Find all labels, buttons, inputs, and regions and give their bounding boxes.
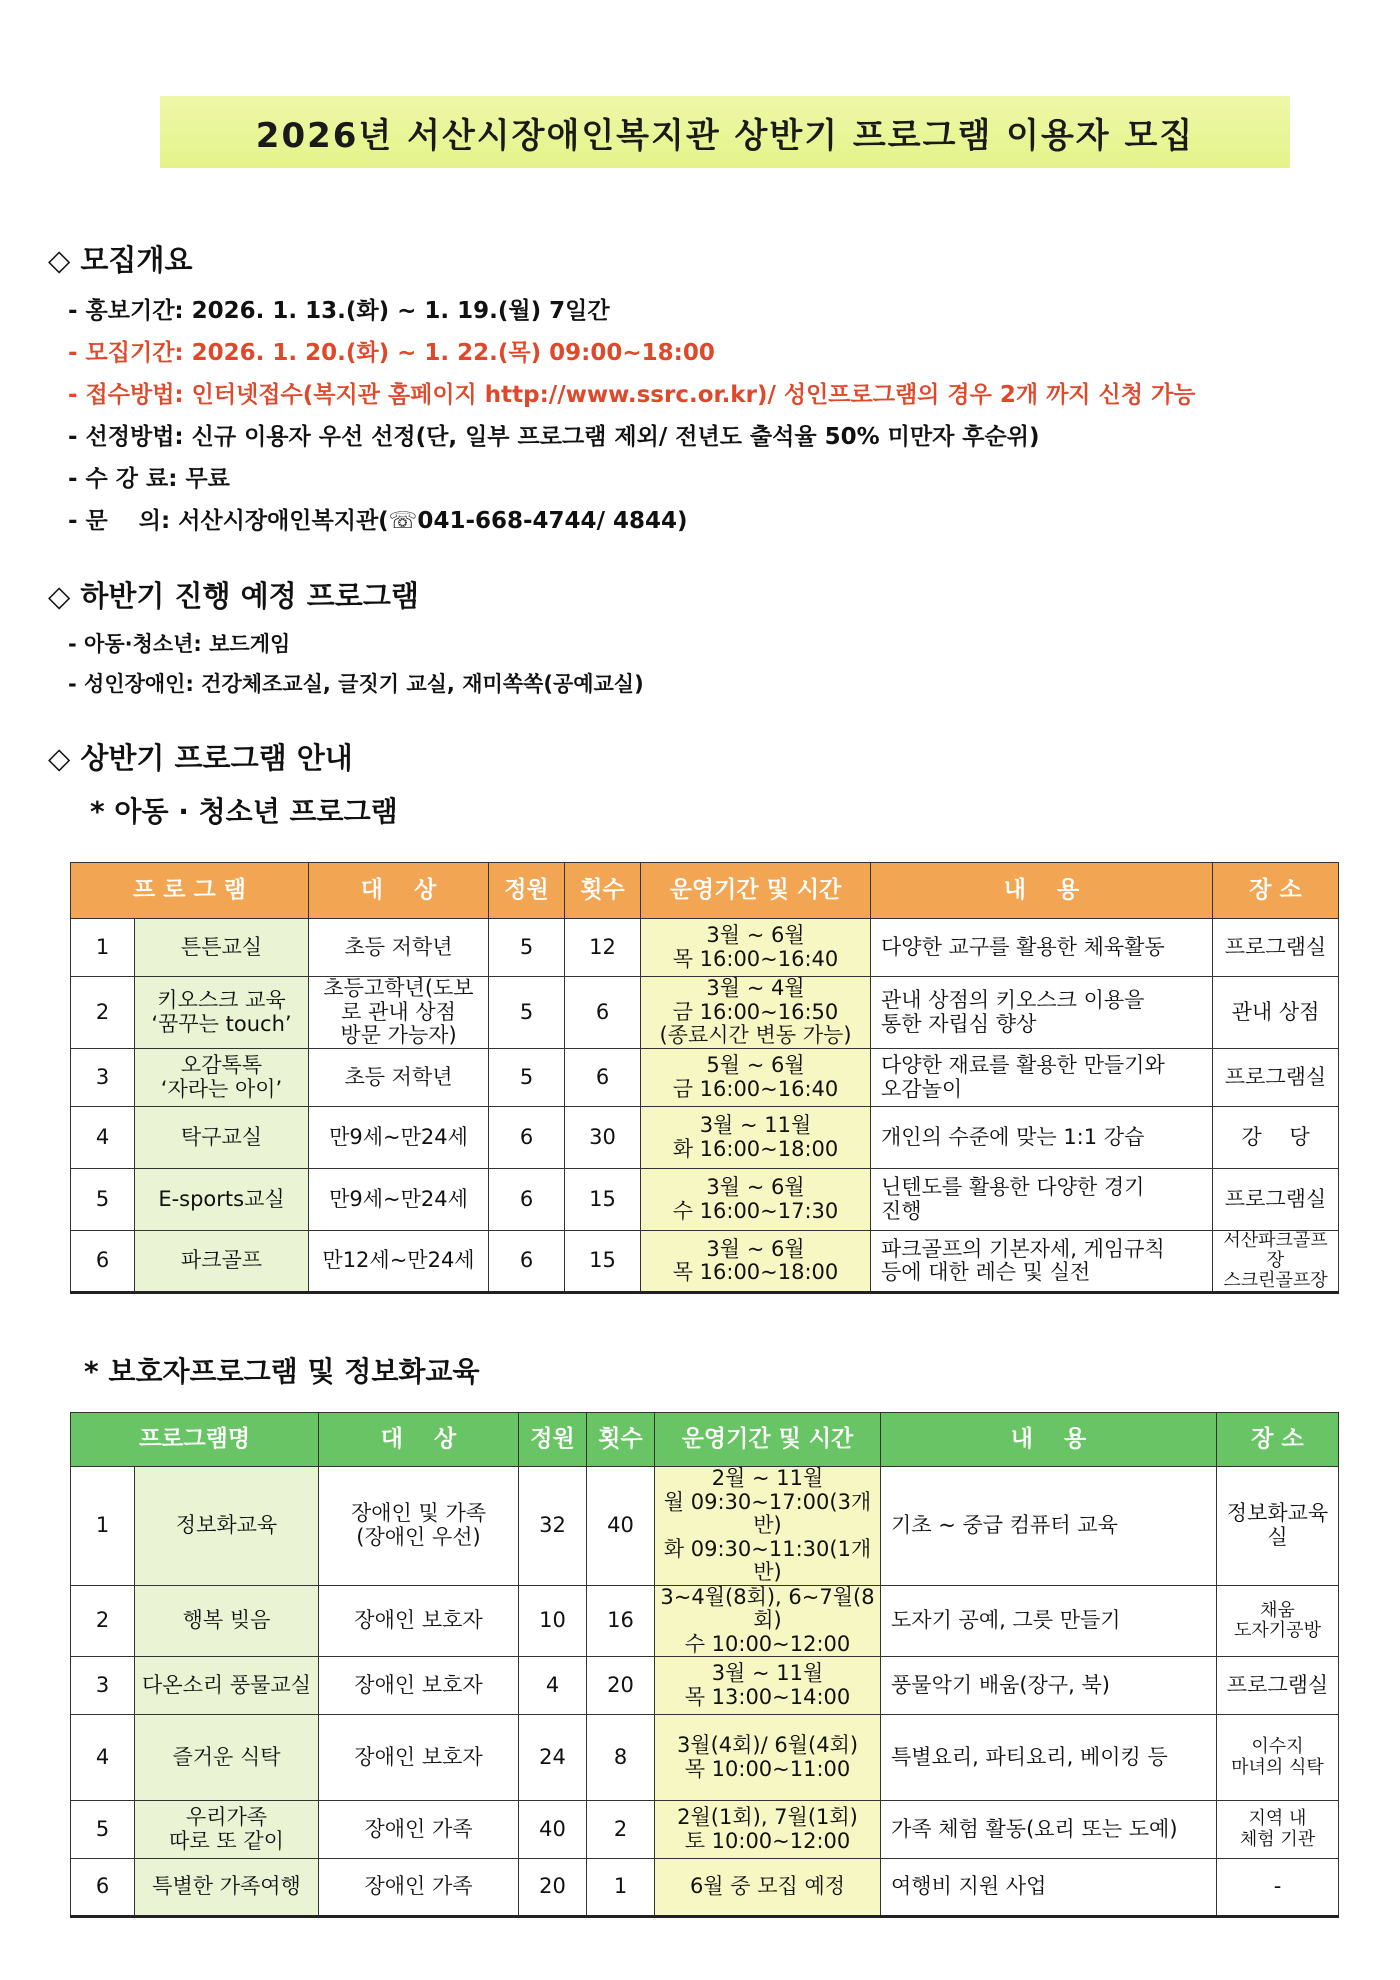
- period-time: 5월 ~ 6월 금 16:00~16:40: [641, 1049, 871, 1107]
- capacity: 4: [519, 1657, 587, 1715]
- overview-item: - 수 강 료: 무료: [68, 466, 230, 492]
- subheading-guardian: * 보호자프로그램 및 정보화교육: [84, 1355, 480, 1388]
- column-header: 운영기간 및 시간: [641, 863, 871, 919]
- column-header: 내 용: [871, 863, 1213, 919]
- capacity: 24: [519, 1715, 587, 1801]
- place: 이수지 마녀의 식탁: [1217, 1715, 1339, 1801]
- table-header-row: [71, 1413, 1339, 1467]
- column-header: 정원: [489, 863, 565, 919]
- column-header: 운영기간 및 시간: [655, 1413, 881, 1467]
- overview-item: - 모집기간: 2026. 1. 20.(화) ~ 1. 22.(목) 09:00~18:00: [68, 340, 715, 366]
- row-number: 5: [71, 1169, 135, 1231]
- place: 서산파크골프장 스크린골프장: [1213, 1231, 1339, 1293]
- table-row: [71, 1169, 1339, 1231]
- session-count: 1: [587, 1859, 655, 1917]
- program-name: 특별한 가족여행: [135, 1859, 319, 1917]
- program-name: 탁구교실: [135, 1107, 309, 1169]
- table-row: [71, 1585, 1339, 1657]
- column-header: 장 소: [1213, 863, 1339, 919]
- session-count: 6: [565, 977, 641, 1049]
- place: 프로그램실: [1213, 1169, 1339, 1231]
- row-number: 4: [71, 1715, 135, 1801]
- capacity: 5: [489, 1049, 565, 1107]
- period-time: 3월(4회)/ 6월(4회) 목 10:00~11:00: [655, 1715, 881, 1801]
- overview-item: - 접수방법: 인터넷접수(복지관 홈페이지 http://www.ssrc.or.kr)/ 성인프로그램의 경우 2개 까지 신청 가능: [68, 382, 1196, 408]
- table-row: [71, 1107, 1339, 1169]
- capacity: 20: [519, 1859, 587, 1917]
- program-name: E-sports교실: [135, 1169, 309, 1231]
- period-time: 3월 ~ 6월 수 16:00~17:30: [641, 1169, 871, 1231]
- period-time: 3월 ~ 11월 화 16:00~18:00: [641, 1107, 871, 1169]
- capacity: 6: [489, 1231, 565, 1293]
- capacity: 5: [489, 919, 565, 977]
- period-time: 3월 ~ 6월 목 16:00~16:40: [641, 919, 871, 977]
- target: 초등고학년(도보 로 관내 상점 방문 가능자): [309, 977, 489, 1049]
- program-name: 행복 빚음: [135, 1585, 319, 1657]
- content: 다양한 재료를 활용한 만들기와 오감놀이: [871, 1049, 1213, 1107]
- session-count: 40: [587, 1467, 655, 1586]
- content: 기초 ~ 중급 컴퓨터 교육: [881, 1467, 1217, 1586]
- place: 채움 도자기공방: [1217, 1585, 1339, 1657]
- period-time: 6월 중 모집 예정: [655, 1859, 881, 1917]
- program-name: 즐거운 식탁: [135, 1715, 319, 1801]
- row-number: 3: [71, 1049, 135, 1107]
- column-header: 장 소: [1217, 1413, 1339, 1467]
- place: 관내 상점: [1213, 977, 1339, 1049]
- column-header: 내 용: [881, 1413, 1217, 1467]
- program-name: 정보화교육: [135, 1467, 319, 1586]
- overview-item: - 문 의: 서산시장애인복지관(☏041-668-4744/ 4844): [68, 508, 688, 534]
- capacity: 10: [519, 1585, 587, 1657]
- overview-item: - 선정방법: 신규 이용자 우선 선정(단, 일부 프로그램 제외/ 전년도 출석율 50% 미만자 후순위): [68, 424, 1040, 450]
- target: 만9세~만24세: [309, 1107, 489, 1169]
- capacity: 6: [489, 1107, 565, 1169]
- place: 프로그램실: [1213, 1049, 1339, 1107]
- row-number: 2: [71, 1585, 135, 1657]
- target: 초등 저학년: [309, 919, 489, 977]
- column-header: 횟수: [565, 863, 641, 919]
- session-count: 12: [565, 919, 641, 977]
- row-number: 1: [71, 919, 135, 977]
- table-row: [71, 1715, 1339, 1801]
- program-name: 튼튼교실: [135, 919, 309, 977]
- row-number: 6: [71, 1859, 135, 1917]
- table-header-row: [71, 863, 1339, 919]
- target: 장애인 가족: [319, 1801, 519, 1859]
- target: 초등 저학년: [309, 1049, 489, 1107]
- session-count: 30: [565, 1107, 641, 1169]
- row-number: 5: [71, 1801, 135, 1859]
- period-time: 2월 ~ 11월 월 09:30~17:00(3개반) 화 09:30~11:30(1개반): [655, 1467, 881, 1586]
- target: 장애인 보호자: [319, 1585, 519, 1657]
- target: 만12세~만24세: [309, 1231, 489, 1293]
- content: 풍물악기 배움(장구, 북): [881, 1657, 1217, 1715]
- column-header: 정원: [519, 1413, 587, 1467]
- page-title: 2026년 서산시장애인복지관 상반기 프로그램 이용자 모집: [255, 115, 1195, 156]
- period-time: 3월 ~ 4월 금 16:00~16:50 (종료시간 변동 가능): [641, 977, 871, 1049]
- program-name: 키오스크 교육 ‘꿈꾸는 touch’: [135, 977, 309, 1049]
- place: -: [1217, 1859, 1339, 1917]
- period-time: 3월 ~ 6월 목 16:00~18:00: [641, 1231, 871, 1293]
- content: 관내 상점의 키오스크 이용을 통한 자립심 향상: [871, 977, 1213, 1049]
- section-heading-first-half: ◇ 상반기 프로그램 안내: [48, 741, 353, 775]
- content: 특별요리, 파티요리, 베이킹 등: [881, 1715, 1217, 1801]
- column-header: 프로그램명: [71, 1413, 319, 1467]
- program-name: 파크골프: [135, 1231, 309, 1293]
- table-row: [71, 1657, 1339, 1715]
- second-half-item: - 아동·청소년: 보드게임: [68, 632, 291, 656]
- row-number: 1: [71, 1467, 135, 1586]
- row-number: 6: [71, 1231, 135, 1293]
- table-row: [71, 919, 1339, 977]
- overview-item: - 홍보기간: 2026. 1. 13.(화) ~ 1. 19.(월) 7일간: [68, 298, 610, 324]
- target: 만9세~만24세: [309, 1169, 489, 1231]
- content: 닌텐도를 활용한 다양한 경기 진행: [871, 1169, 1213, 1231]
- place: 프로그램실: [1217, 1657, 1339, 1715]
- target: 장애인 및 가족 (장애인 우선): [319, 1467, 519, 1586]
- content: 다양한 교구를 활용한 체육활동: [871, 919, 1213, 977]
- table-row: [71, 1801, 1339, 1859]
- period-time: 2월(1회), 7월(1회) 토 10:00~12:00: [655, 1801, 881, 1859]
- program-name: 오감톡톡 ‘자라는 아이’: [135, 1049, 309, 1107]
- content: 여행비 지원 사업: [881, 1859, 1217, 1917]
- place: 지역 내 체험 기관: [1217, 1801, 1339, 1859]
- session-count: 6: [565, 1049, 641, 1107]
- capacity: 40: [519, 1801, 587, 1859]
- content: 도자기 공예, 그릇 만들기: [881, 1585, 1217, 1657]
- session-count: 16: [587, 1585, 655, 1657]
- target: 장애인 가족: [319, 1859, 519, 1917]
- column-header: 대 상: [319, 1413, 519, 1467]
- target: 장애인 보호자: [319, 1657, 519, 1715]
- column-header: 횟수: [587, 1413, 655, 1467]
- table-row: [71, 1231, 1339, 1293]
- content: 가족 체험 활동(요리 또는 도예): [881, 1801, 1217, 1859]
- content: 개인의 수준에 맞는 1:1 강습: [871, 1107, 1213, 1169]
- target: 장애인 보호자: [319, 1715, 519, 1801]
- subheading-youth: * 아동 · 청소년 프로그램: [90, 795, 398, 828]
- row-number: 4: [71, 1107, 135, 1169]
- session-count: 8: [587, 1715, 655, 1801]
- table-row: [71, 1467, 1339, 1586]
- capacity: 32: [519, 1467, 587, 1586]
- capacity: 6: [489, 1169, 565, 1231]
- youth-program-table: [70, 862, 1339, 1294]
- table-row: [71, 977, 1339, 1049]
- session-count: 20: [587, 1657, 655, 1715]
- capacity: 5: [489, 977, 565, 1049]
- section-heading-second-half: ◇ 하반기 진행 예정 프로그램: [48, 579, 419, 613]
- content: 파크골프의 기본자세, 게임규칙 등에 대한 레슨 및 실전: [871, 1231, 1213, 1293]
- table-row: [71, 1049, 1339, 1107]
- period-time: 3~4월(8회), 6~7월(8회) 수 10:00~12:00: [655, 1585, 881, 1657]
- place: 프로그램실: [1213, 919, 1339, 977]
- title-banner: [160, 96, 1290, 168]
- section-heading-overview: ◇ 모집개요: [48, 243, 193, 277]
- place: 정보화교육실: [1217, 1467, 1339, 1586]
- row-number: 3: [71, 1657, 135, 1715]
- session-count: 2: [587, 1801, 655, 1859]
- guardian-program-table: [70, 1412, 1339, 1918]
- second-half-item: - 성인장애인: 건강체조교실, 글짓기 교실, 재미쏙쏙(공예교실): [68, 672, 644, 696]
- period-time: 3월 ~ 11월 목 13:00~14:00: [655, 1657, 881, 1715]
- session-count: 15: [565, 1169, 641, 1231]
- place: 강 당: [1213, 1107, 1339, 1169]
- session-count: 15: [565, 1231, 641, 1293]
- program-name: 우리가족 따로 또 같이: [135, 1801, 319, 1859]
- table-row: [71, 1859, 1339, 1917]
- row-number: 2: [71, 977, 135, 1049]
- program-name: 다온소리 풍물교실: [135, 1657, 319, 1715]
- column-header: 프 로 그 램: [71, 863, 309, 919]
- column-header: 대 상: [309, 863, 489, 919]
